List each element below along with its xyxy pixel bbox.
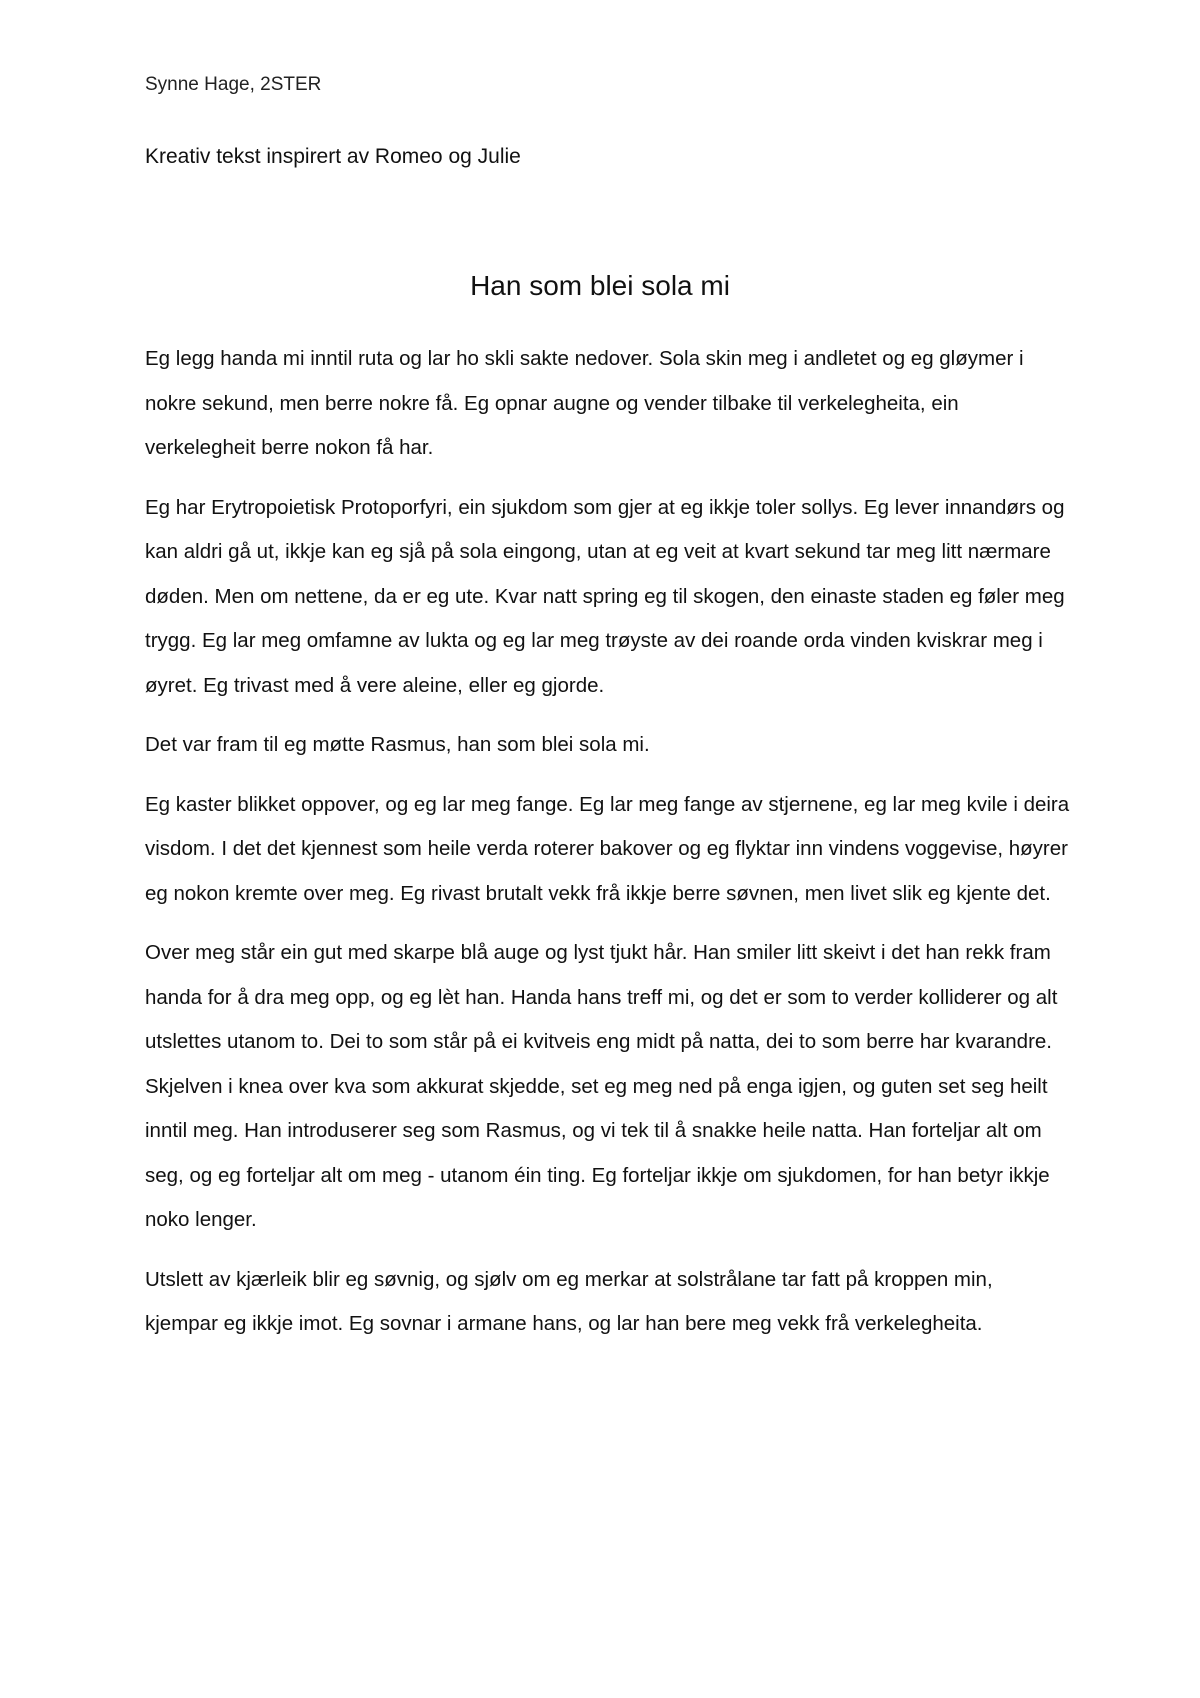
paragraph-6: Utslett av kjærleik blir eg søvnig, og sjølv om eg merkar at solstrålane tar fatt på kroppen min, kjempar eg ikkje imot. Eg sovnar i armane hans, og lar han bere meg vekk frå verkelegheita.	[145, 1267, 993, 1335]
paragraph-3: Det var fram til eg møtte Rasmus, han som blei sola mi.	[145, 733, 650, 756]
paragraph-5: Over meg står ein gut med skarpe blå auge og lyst tjukt hår. Han smiler litt skeivt i det han rekk fram handa for å dra meg opp, og eg lèt han. Handa hans treff mi, og det er som to verder kolliderer og alt utslettes utanom to. Dei to som står på ei kvitveis eng midt på natta, dei to som berre har kvarandre. Skjelven i knea over kva som akkurat skjedde, set eg meg ned på enga igjen, og guten set seg heilt inntil meg. Han introduserer seg som Rasmus, og vi tek til å snakke heile natta. Han forteljar alt om seg, og eg forteljar alt om meg - utanom éin ting. Eg forteljar ikkje om sjukdomen, for han betyr ikkje noko lenger.	[145, 941, 1058, 1231]
paragraph-2: Eg har Erytropoietisk Protoporfyri, ein sjukdom som gjer at eg ikkje toler sollys. Eg lever innandørs og kan aldri gå ut, ikkje kan eg sjå på sola eingong, utan at eg veit at kvart sekund tar meg litt nærmare døden. Men om nettene, da er eg ute. Kvar natt spring eg til skogen, den einaste staden eg føler meg trygg. Eg lar meg omfamne av lukta og eg lar meg trøyste av dei roande orda vinden kviskrar meg i øyret. Eg trivast med å vere aleine, eller eg gjorde.	[145, 495, 1065, 697]
paragraph-1: Eg legg handa mi inntil ruta og lar ho skli sakte nedover. Sola skin meg i andletet og eg gløymer i nokre sekund, men berre nokre få. Eg opnar augne og vender tilbake til verkelegheita, ein verkelegheit berre nokon få har.	[145, 347, 1024, 459]
paragraph-4: Eg kaster blikket oppover, og eg lar meg fange. Eg lar meg fange av stjernene, eg lar meg kvile i deira visdom. I det det kjennest som heile verda roterer bakover og eg flyktar inn vindens voggevise, høyrer eg nokon kremte over meg. Eg rivast brutalt vekk frå ikkje berre søvnen, men livet slik eg kjente det.	[145, 792, 1070, 905]
document-title: Han som blei sola mi	[470, 270, 730, 301]
author-line: Synne Hage, 2STER	[145, 74, 322, 95]
document-body	[145, 337, 1070, 1362]
document-subtitle: Kreativ tekst inspirert av Romeo og Julie	[145, 145, 521, 168]
